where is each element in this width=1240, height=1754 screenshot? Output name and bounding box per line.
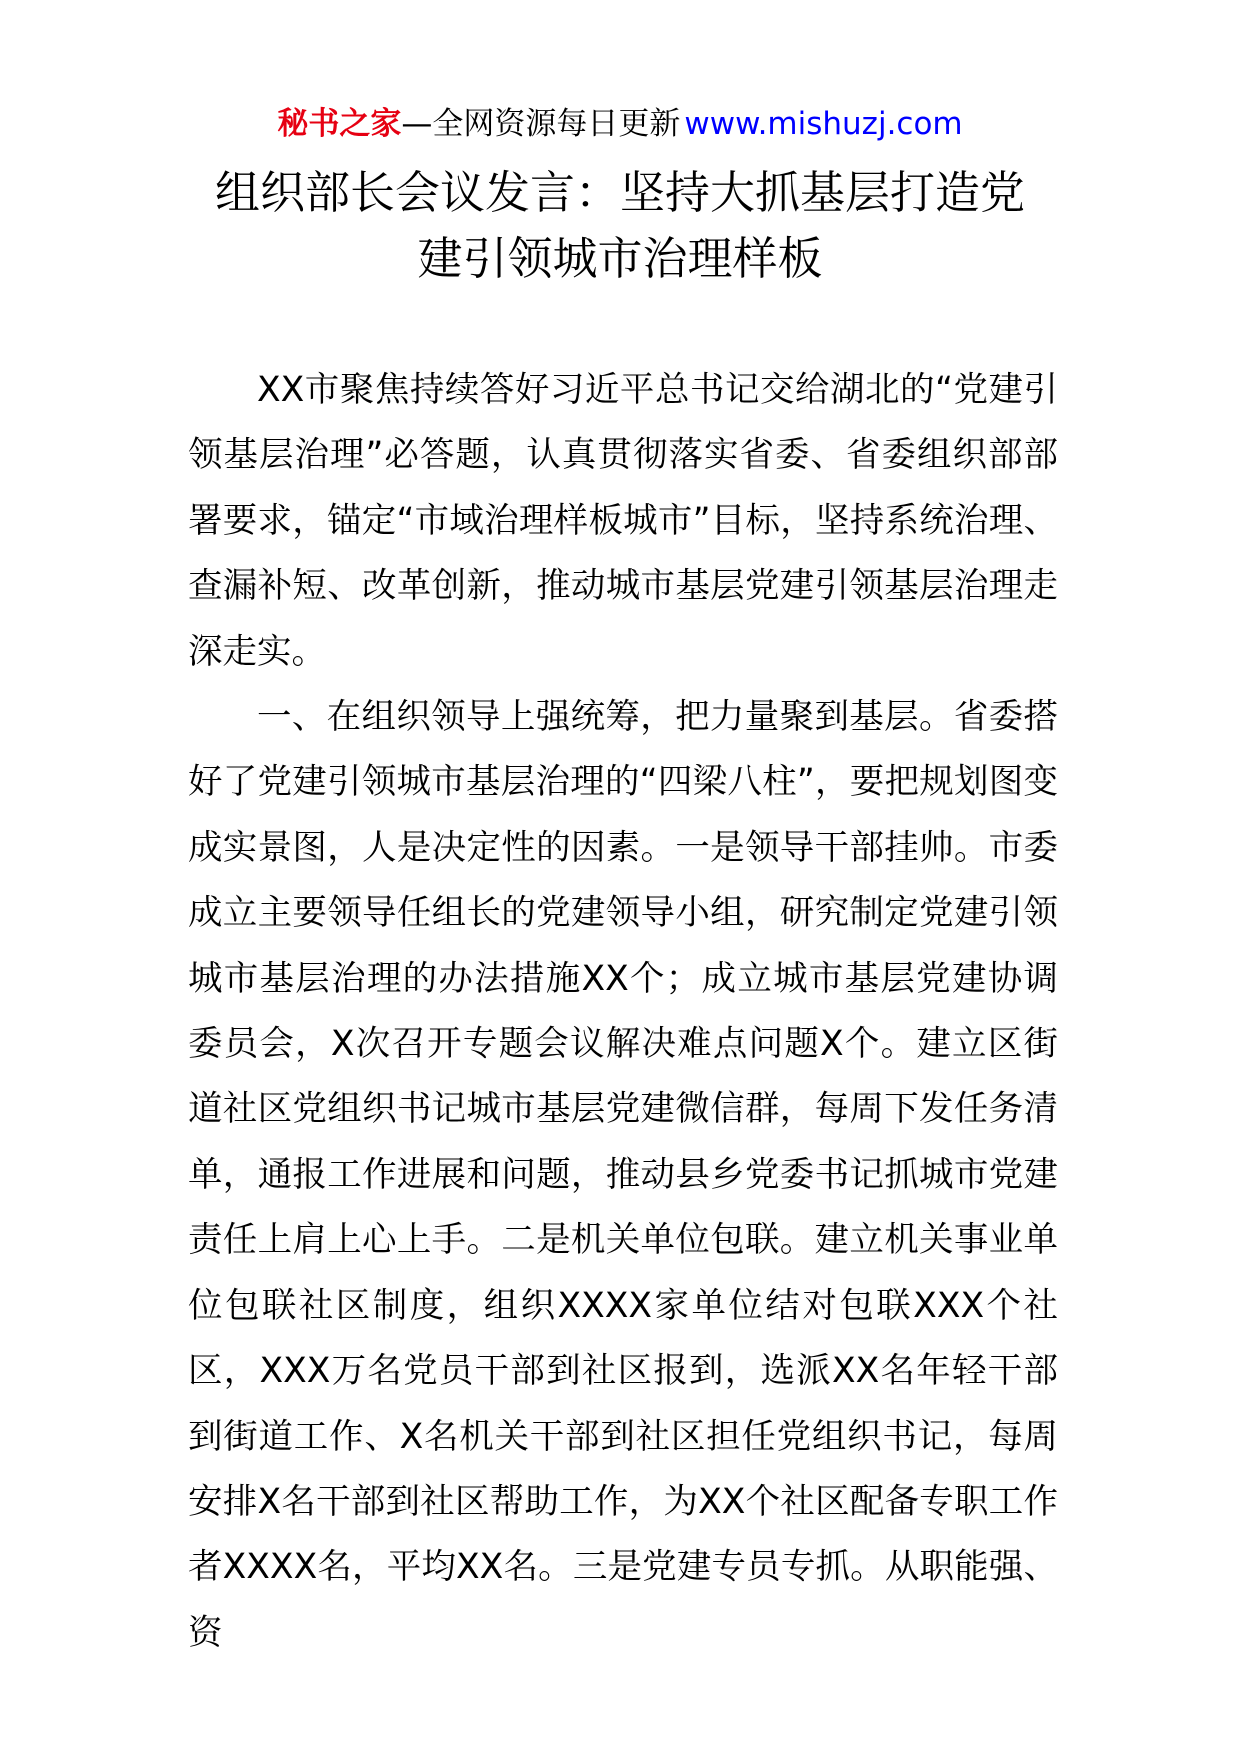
document-title bbox=[150, 160, 1090, 292]
brand-name: 秘书之家 bbox=[277, 106, 402, 142]
document-body bbox=[188, 358, 1058, 1666]
paragraph-section-one: 一、在组织领导上强统筹，把力量聚到基层。省委搭好了党建引领城市基层治理的“四梁八柱”，要把规划图变成实景图，人是决定性的因素。一是领导干部挂帅。市委成立主要领导任组长的党建领导小组，研究制定党建引领城市基层治理的办法措施XX个；成立城市基层党建协调委员会，X次召开专题会议解决难点问题X个。建立区街道社区党组织书记城市基层党建微信群，每周下发任务清单，通报工作进展和问题，推动县乡党委书记抓城市党建责任上肩上心上手。二是机关单位包联。建立机关事业单位包联社区制度，组织XXXX家单位结对包联XXX个社区，XXX万名党员干部到社区报到，选派XX名年轻干部到街道工作、X名机关干部到社区担任党组织书记，每周安排X名干部到社区帮助工作，为XX个社区配备专职工作者XXXX名，平均XX名。三是党建专员专抓。从职能强、资 bbox=[188, 697, 1058, 1653]
site-header bbox=[0, 104, 1240, 144]
site-url-link[interactable]: www.mishuzj.com bbox=[684, 106, 963, 142]
header-tagline: —全网资源每日更新 bbox=[401, 106, 681, 142]
title-line-1: 组织部长会议发言：坚持大抓基层打造党 bbox=[214, 166, 1025, 219]
paragraph-intro: XX市聚焦持续答好习近平总书记交给湖北的“党建引领基层治理”必答题，认真贯彻落实省委、省委组织部部署要求，锚定“市域治理样板城市”目标，坚持系统治理、查漏补短、改革创新，推动城市基层党建引领基层治理走深走实。 bbox=[188, 370, 1058, 672]
title-line-2: 建引领城市治理样板 bbox=[417, 232, 823, 285]
